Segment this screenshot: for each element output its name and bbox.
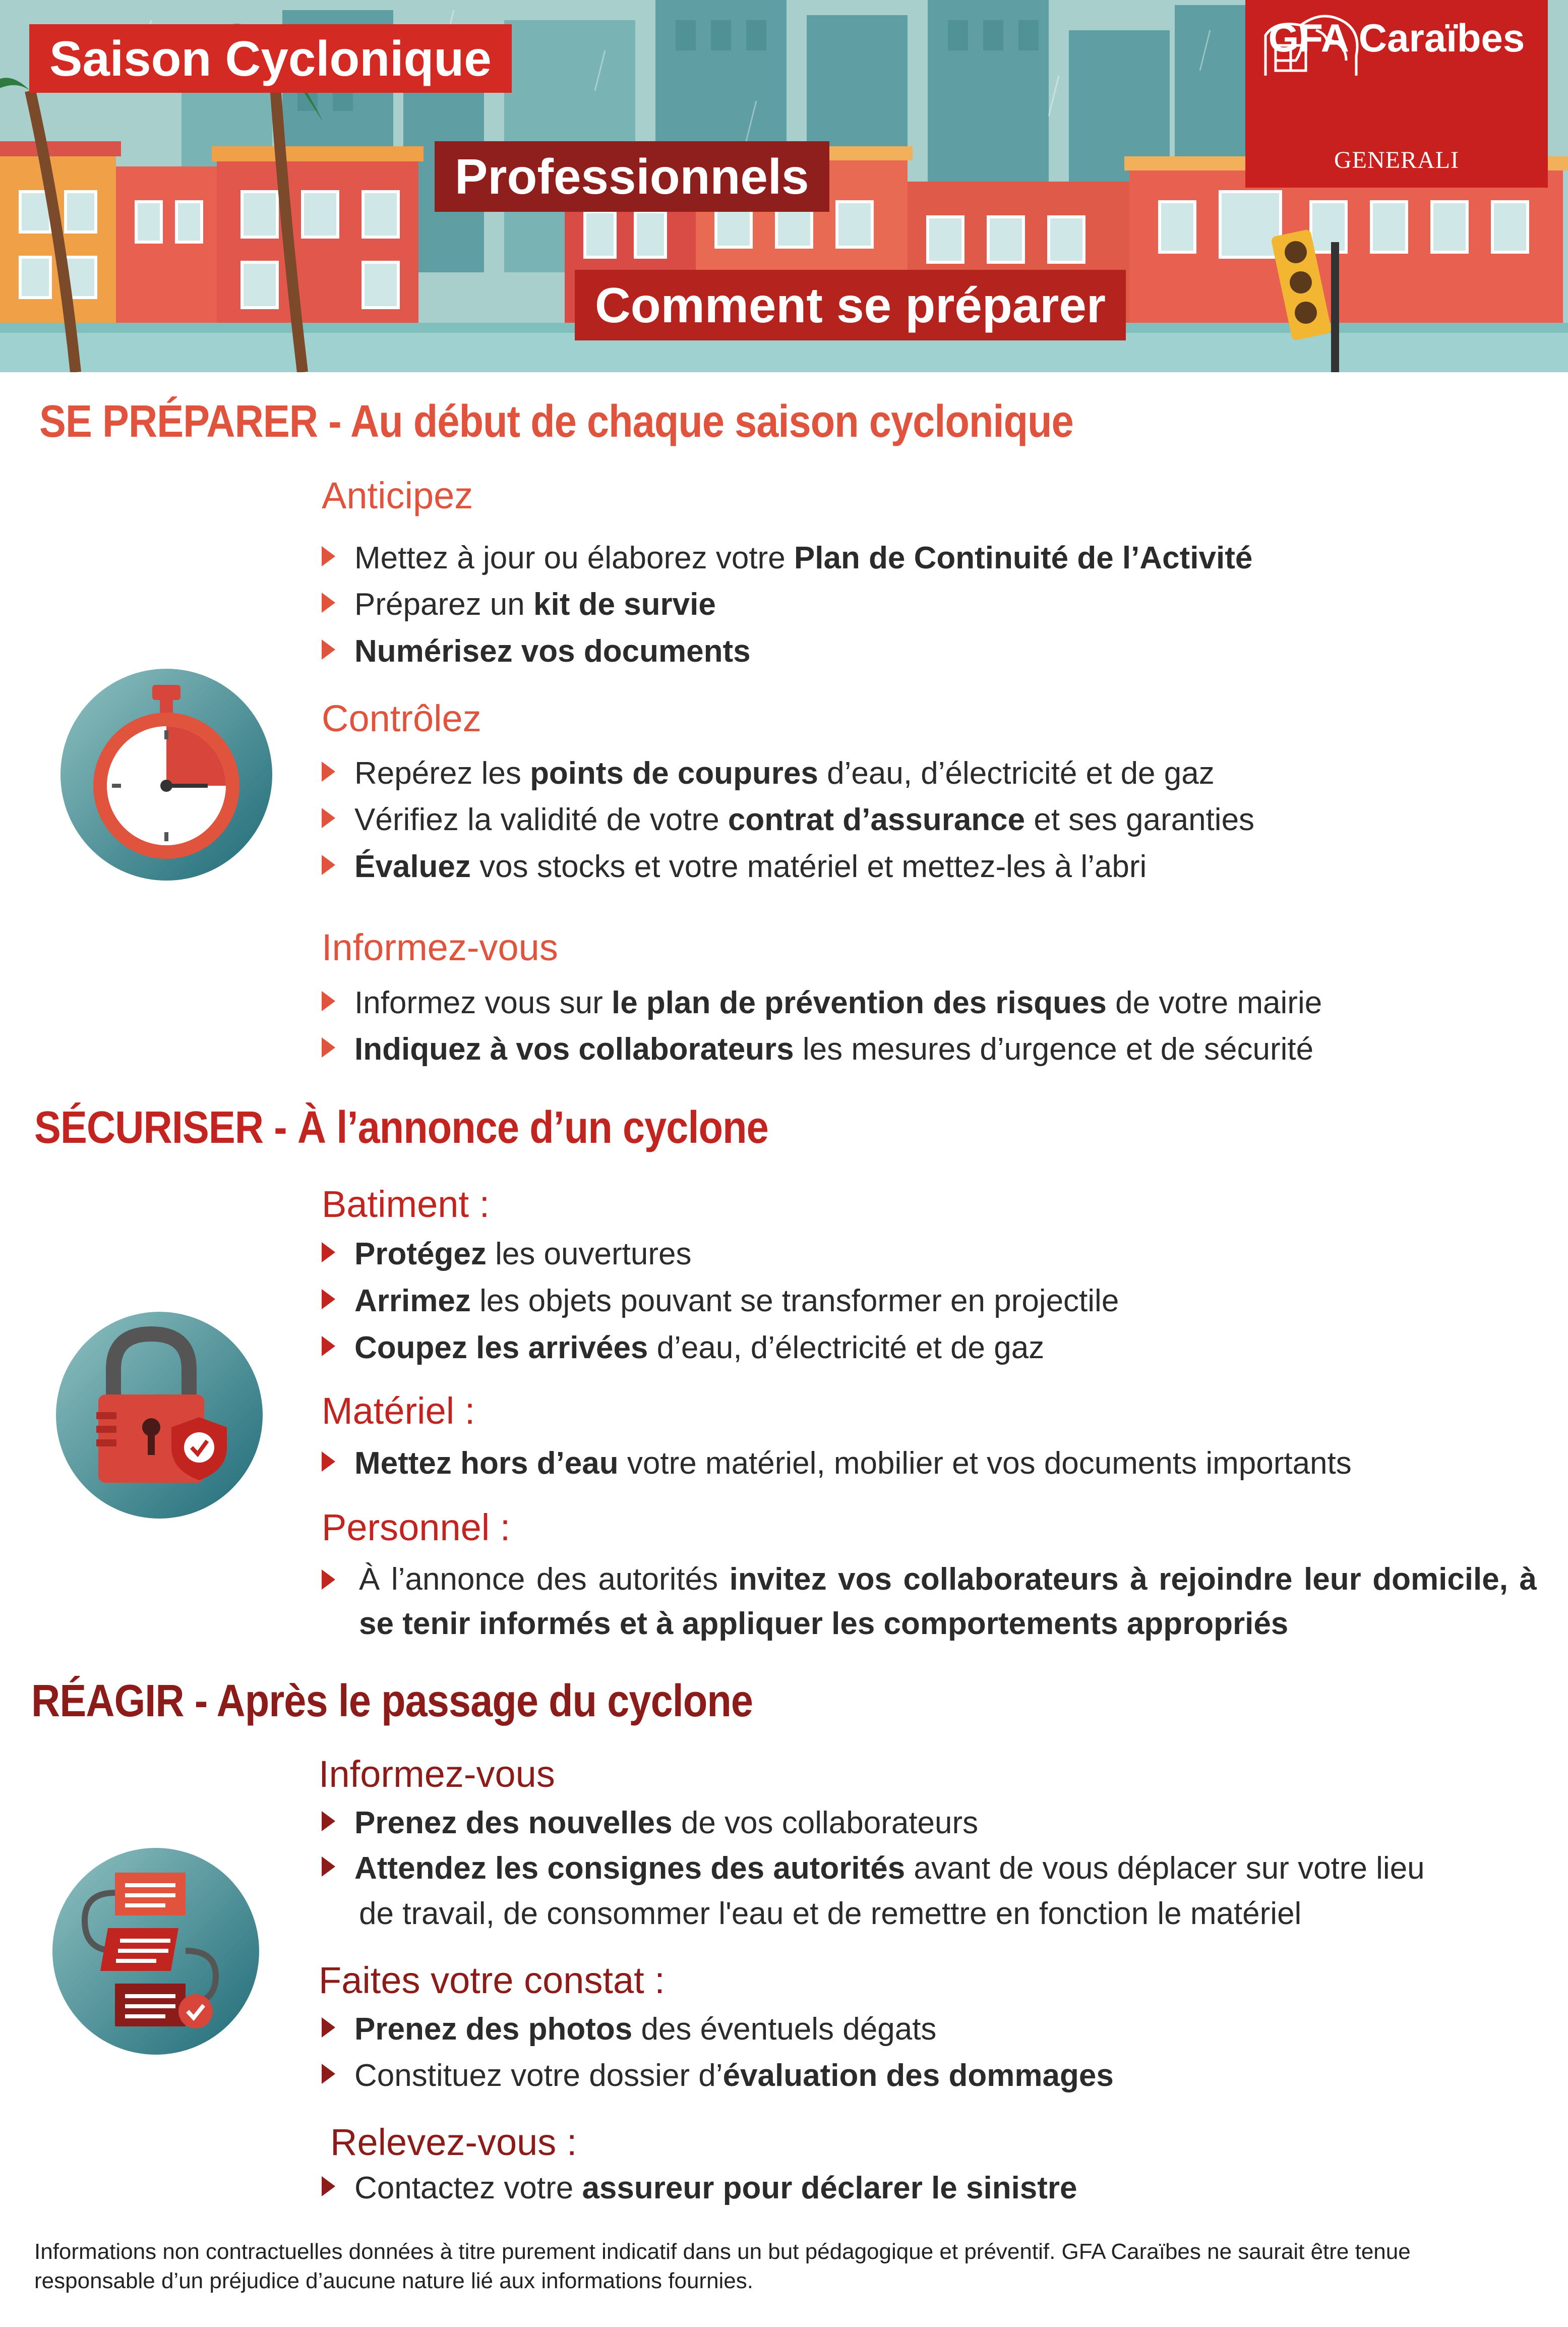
bullet-arrow-icon <box>322 1811 335 1831</box>
group-title-informez-vous-after: Informez-vous <box>319 1753 555 1795</box>
group-title-constat: Faites votre constat : <box>319 1959 665 2001</box>
list-item: Indiquez à vos collaborateurs les mesures d’urgence et de sécurité <box>322 1030 1313 1069</box>
bullet-arrow-icon <box>322 1569 335 1590</box>
group-title-controlez: Contrôlez <box>322 697 481 739</box>
list-item: À l’annonce des autorités invitez vos collaborateurs à rejoindre leur domicile, à se tenir informés et à appliquer les comportements appropriés <box>322 1557 1537 1646</box>
list-item: Repérez les points de coupures d’eau, d’électricité et de gaz <box>322 754 1215 793</box>
bullet-arrow-icon <box>322 2176 335 2196</box>
list-item: Mettez hors d’eau votre matériel, mobilier et vos documents importants <box>322 1444 1352 1483</box>
group-title-relevez-vous: Relevez-vous : <box>330 2121 577 2163</box>
bullet-arrow-icon <box>322 762 335 782</box>
group-title-informez-vous: Informez-vous <box>322 926 558 968</box>
bullet-arrow-icon <box>322 1289 335 1309</box>
bullet-arrow-icon <box>322 855 335 875</box>
bullet-arrow-icon <box>322 639 335 660</box>
list-item: Contactez votre assureur pour déclarer le sinistre <box>322 2169 1077 2208</box>
bullet-arrow-icon <box>322 2017 335 2038</box>
group-title-anticipez: Anticipez <box>322 475 473 516</box>
group-title-personnel: Personnel : <box>322 1506 511 1548</box>
disclaimer: Informations non contractuelles données à titre purement indicatif dans un but pédagogique et préventif. GFA Caraïbes ne saurait être tenue responsable d’un préjudice d’aucune nature lié aux informations fournies. <box>34 2239 1411 2293</box>
subtitle-tag: Comment se préparer <box>575 270 1126 340</box>
list-item: Prenez des nouvelles de vos collaborateurs <box>322 1804 978 1843</box>
bullet-arrow-icon <box>322 1242 335 1262</box>
bullet-arrow-icon <box>322 2064 335 2084</box>
brand-name: GFA Caraïbes <box>1268 16 1525 60</box>
list-item: Informez vous sur le plan de prévention des risques de votre mairie <box>322 983 1322 1023</box>
bullet-arrow-icon <box>322 1856 335 1877</box>
list-item: Numérisez vos documents <box>322 632 751 671</box>
list-item: Attendez les consignes des autorités avant de vous déplacer sur votre lieu <box>322 1849 1425 1888</box>
season-tag: Saison Cyclonique <box>29 24 512 93</box>
generali-lion-logo-icon <box>1245 0 1376 86</box>
bullet-arrow-icon <box>322 991 335 1011</box>
list-item: Évaluez vos stocks et votre matériel et mettez-les à l’abri <box>322 847 1147 887</box>
list-item: Constituez votre dossier d’évaluation des dommages <box>322 2056 1114 2096</box>
bullet-arrow-icon <box>322 546 335 566</box>
bullet-arrow-icon <box>322 808 335 828</box>
bullet-arrow-icon <box>322 1037 335 1058</box>
bullet-arrow-icon <box>322 1451 335 1472</box>
list-item: Mettez à jour ou élaborez votre Plan de Continuité de l’Activité <box>322 539 1252 578</box>
list-item: Coupez les arrivées d’eau, d’électricité et de gaz <box>322 1328 1044 1368</box>
list-item: Préparez un kit de survie <box>322 585 716 624</box>
brand-block <box>1245 0 1548 188</box>
list-item: Protégez les ouvertures <box>322 1235 691 1274</box>
audience-tag: Professionnels <box>435 141 829 212</box>
stopwatch-icon <box>56 665 276 885</box>
documents-checklist-icon <box>49 1845 262 2058</box>
bullet-arrow-icon <box>322 593 335 613</box>
bullet-arrow-icon <box>322 1336 335 1356</box>
section-title-prepare: SE PRÉPARER - Au début de chaque saison cyclonique <box>39 396 1073 447</box>
list-item-continuation: de travail, de consommer l'eau et de remettre en fonction le matériel <box>359 1896 1302 1931</box>
brand-logo-text: GENERALI <box>1334 147 1459 173</box>
list-item: Prenez des photos des éventuels dégats <box>322 2010 936 2049</box>
section-title-react: RÉAGIR - Après le passage du cyclone <box>31 1676 753 1726</box>
list-item: Vérifiez la validité de votre contrat d’assurance et ses garanties <box>322 800 1254 840</box>
list-item: Arrimez les objets pouvant se transformer en projectile <box>322 1282 1119 1321</box>
group-title-batiment: Batiment : <box>322 1183 490 1225</box>
padlock-shield-icon <box>53 1309 266 1522</box>
group-title-materiel: Matériel : <box>322 1390 475 1432</box>
section-title-secure: SÉCURISER - À l’annonce d’un cyclone <box>34 1102 768 1153</box>
header-banner <box>0 0 1568 372</box>
